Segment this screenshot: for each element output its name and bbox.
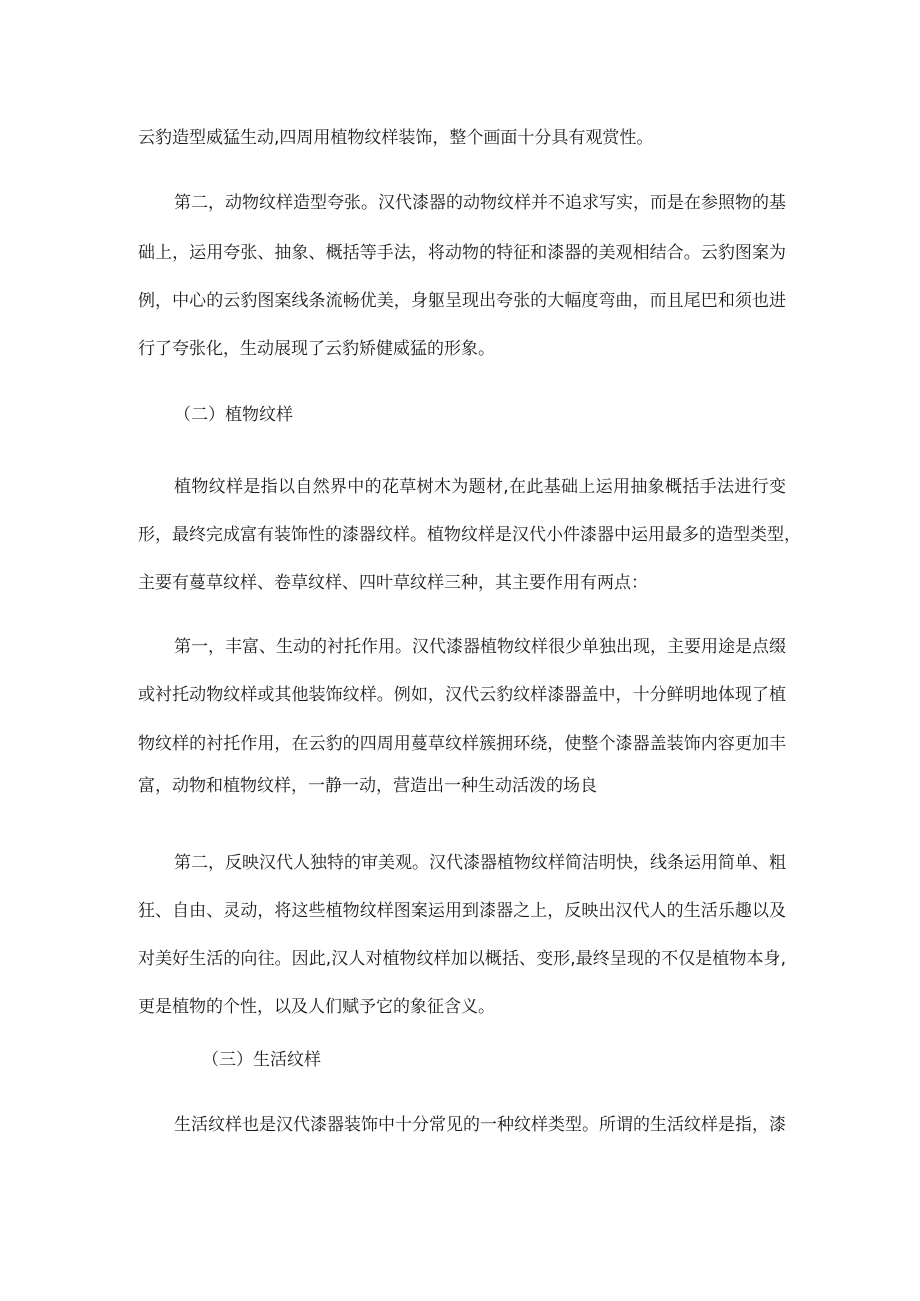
paragraph-line: 第二，动物纹样造型夸张。汉代漆器的动物纹样并不追求写实，而是在参照物的基	[174, 193, 786, 213]
paragraph-line: 主要有蔓草纹样、卷草纹样、四叶草纹样三种，其主要作用有两点：	[138, 573, 648, 593]
paragraph-line: 富，动物和植物纹样，一静一动，营造出一种生动活泼的场良	[138, 776, 597, 796]
paragraph-line: 狂、自由、灵动，将这些植物纹样图案运用到漆器之上，反映出汉代人的生活乐趣以及	[138, 901, 786, 921]
paragraph-line: 云豹造型威猛生动,四周用植物纹样装饰，整个画面十分具有观赏性。	[138, 128, 654, 148]
paragraph-line: 植物纹样是指以自然界中的花草树木为题材,在此基础上运用抽象概括手法进行变	[174, 477, 786, 497]
section-heading: （三）生活纹样	[202, 1050, 321, 1070]
paragraph-line: 第一，丰富、生动的衬托作用。汉代漆器植物纹样很少单独出现，主要用途是点缀	[174, 637, 786, 657]
paragraph-line: 对美好生活的向往。因此,汉人对植物纹样加以概括、变形,最终呈现的不仅是植物本身,	[138, 949, 786, 969]
paragraph-line: 物纹样的衬托作用，在云豹的四周用蔓草纹样簇拥环绕，使整个漆器盖装饰内容更加丰	[138, 734, 786, 754]
paragraph-line: 行了夸张化，生动展现了云豹矫健威猛的形象。	[138, 339, 495, 359]
section-heading: （二）植物纹样	[174, 405, 293, 425]
paragraph-line: 第二，反映汉代人独特的审美观。汉代漆器植物纹样简洁明快，线条运用简单、粗	[174, 853, 786, 873]
paragraph-line: 更是植物的个性，以及人们赋予它的象征含义。	[138, 997, 495, 1017]
paragraph-line: 础上，运用夸张、抽象、概括等手法，将动物的特征和漆器的美观相结合。云豹图案为	[138, 243, 786, 263]
paragraph-line: 形，最终完成富有装饰性的漆器纹样。植物纹样是汉代小件漆器中运用最多的造型类型，	[138, 525, 801, 545]
paragraph-line: 生活纹样也是汉代漆器装饰中十分常见的一种纹样类型。所谓的生活纹样是指，漆	[174, 1115, 786, 1135]
paragraph-line: 或衬托动物纹样或其他装饰纹样。例如，汉代云豹纹样漆器盖中，十分鲜明地体现了植	[138, 685, 786, 705]
paragraph-line: 例，中心的云豹图案线条流畅优美，身躯呈现出夸张的大幅度弯曲，而且尾巴和须也进	[138, 291, 786, 311]
